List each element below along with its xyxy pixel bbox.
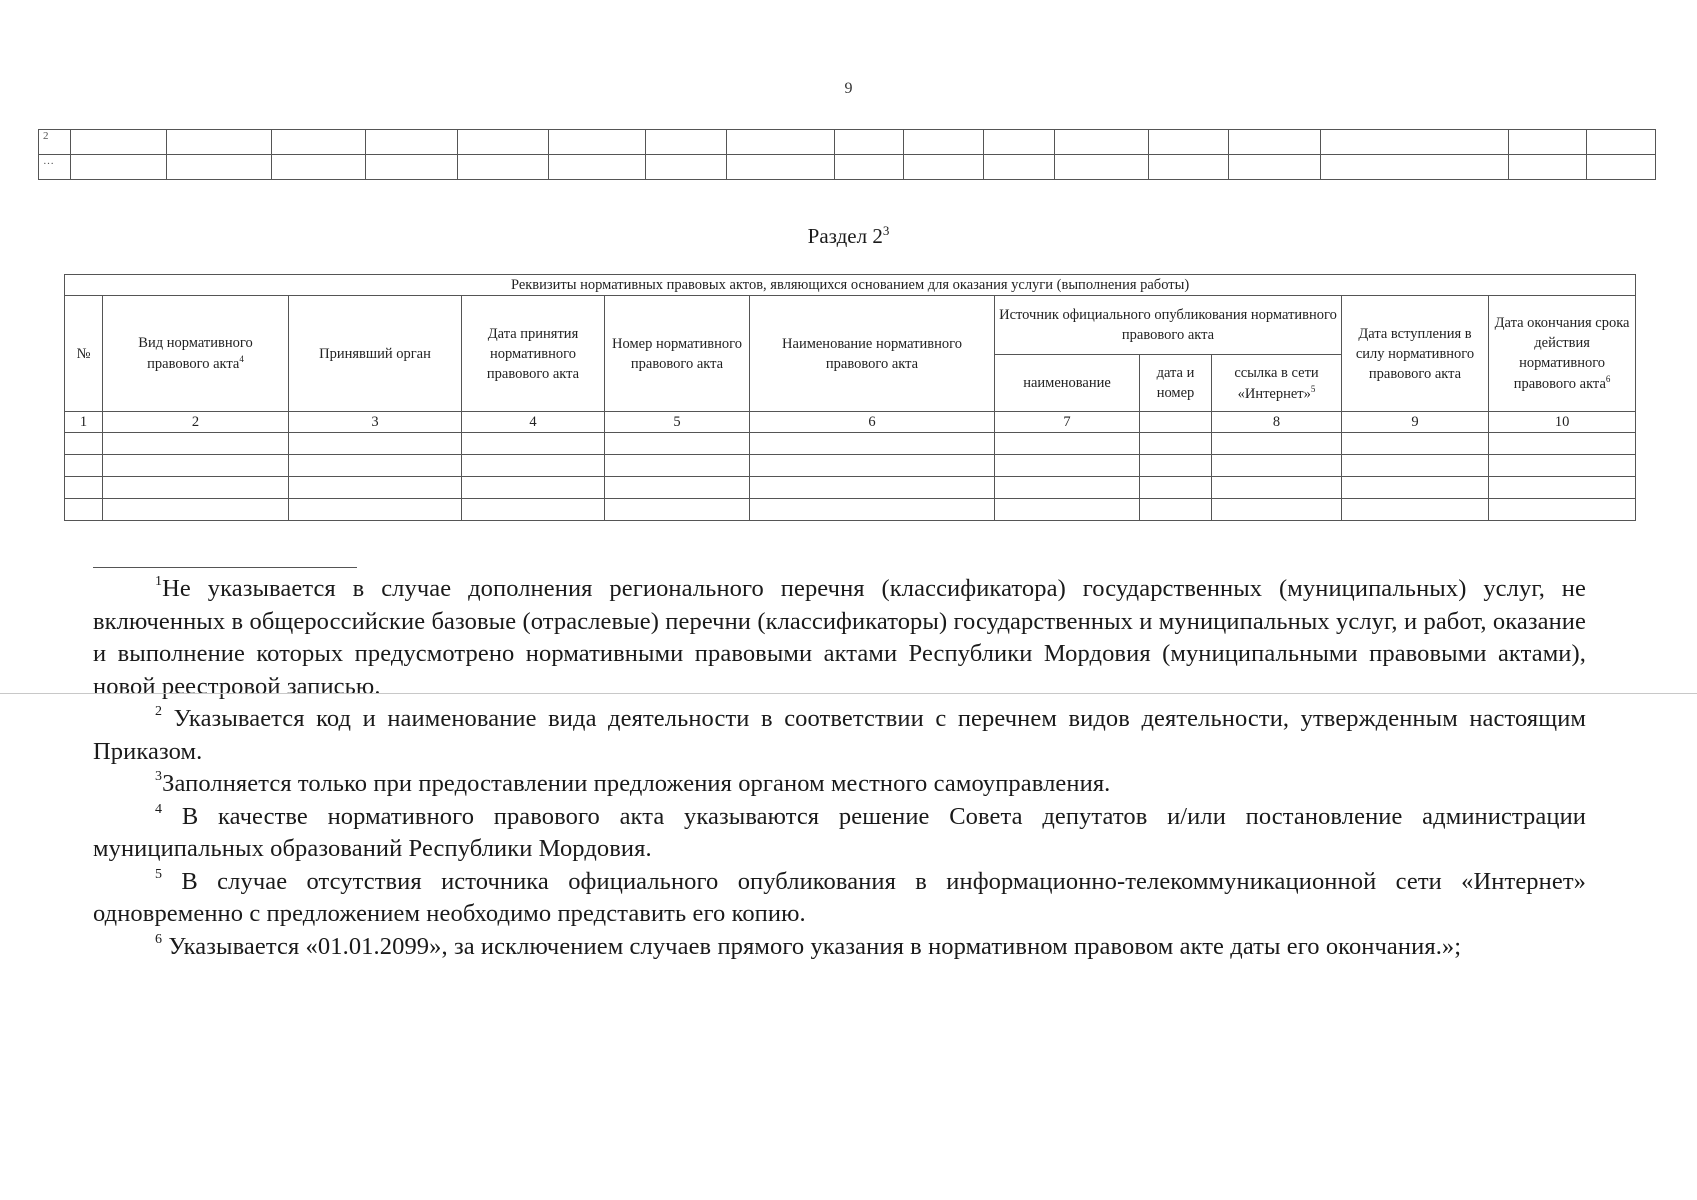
column-number: 6	[750, 412, 995, 433]
header-source-name: наименование	[995, 355, 1140, 412]
column-number: 5	[605, 412, 750, 433]
table-row	[65, 477, 1636, 499]
legal-acts-table	[64, 274, 1636, 521]
column-number: 8	[1212, 412, 1342, 433]
table-row	[65, 433, 1636, 455]
footnote-1: $^1$Не указывается в случае дополнения регионального перечня (классификатора) государственных (муниципальных) услуг, не включенных в общероссийские базовые (отраслевые) перечни (классификаторы) государственных и муниципальных услуг, и работ, оказание и выполнение которых предусмотрено нормативными правовыми актами Республики Мордовия (муниципальными правовыми актами), новой реестровой записью.	[93, 574, 1586, 700]
section-title-note: 3	[882, 223, 890, 238]
continuation-row	[39, 155, 1656, 180]
column-number: 10	[1489, 412, 1636, 433]
column-number: 3	[289, 412, 462, 433]
header-number: Номер нормативного правового акта	[605, 296, 750, 412]
column-number: 4	[462, 412, 605, 433]
header-source-date-number: дата и номер	[1140, 355, 1212, 412]
footnote-5: $^5$ В случае отсутствия источника официального опубликования в информационно-телекоммуникационной сети «Интернет» одновременно с предложением необходимо представить его копию.	[93, 866, 1586, 927]
footnote-3: $^3$Заполняется только при предоставлении предложения органом местного самоуправления.	[155, 769, 1111, 797]
header-adoption-date: Дата принятия нормативного правового акта	[462, 296, 605, 412]
table-caption: Реквизиты нормативных правовых актов, являющихся основанием для оказания услуги (выполнения работы)	[65, 275, 1636, 296]
footnote-6: $^6$ Указывается «01.01.2099», за исключением случаев прямого указания в нормативном правовом акте даты его окончания.»;	[155, 931, 1462, 960]
column-numbers-row	[65, 412, 1636, 433]
continuation-table	[38, 129, 1656, 180]
table-row	[65, 455, 1636, 477]
scan-artifact-line	[0, 693, 1697, 694]
header-no: №	[65, 296, 103, 412]
header-body: Принявший орган	[289, 296, 462, 412]
table-row	[65, 499, 1636, 521]
header-source-link: ссылка в сети «Интернет»$^5$	[1212, 355, 1342, 412]
column-number	[1140, 412, 1212, 433]
column-number: 2	[103, 412, 289, 433]
continuation-row-number: …	[39, 155, 71, 180]
continuation-row	[39, 130, 1656, 155]
column-number: 1	[65, 412, 103, 433]
footnote-separator	[93, 567, 357, 568]
section-title-text: Раздел 2	[807, 224, 883, 248]
header-effective-date: Дата вступления в силу нормативного правового акта	[1342, 296, 1489, 412]
column-number: 9	[1342, 412, 1489, 433]
header-end-date: Дата окончания срока действия нормативного правового акта$^6$	[1489, 296, 1636, 412]
header-source: Источник официального опубликования нормативного правового акта	[995, 296, 1342, 355]
footnote-4: $^4$ В качестве нормативного правового акта указываются решение Совета депутатов и/или постановление администрации муниципальных образований Республики Мордовия.	[93, 801, 1586, 862]
footnote-2: $^2$ Указывается код и наименование вида деятельности в соответствии с перечнем видов деятельности, утвержденным настоящим Приказом.	[93, 704, 1587, 765]
page-number: 9	[844, 80, 853, 97]
section-title	[0, 223, 1697, 249]
header-name: Наименование нормативного правового акта	[750, 296, 995, 412]
column-number: 7	[995, 412, 1140, 433]
footnotes	[93, 573, 1586, 963]
header-kind: Вид нормативного правового акта$^4$	[103, 296, 289, 412]
continuation-row-number: 2	[39, 130, 71, 155]
